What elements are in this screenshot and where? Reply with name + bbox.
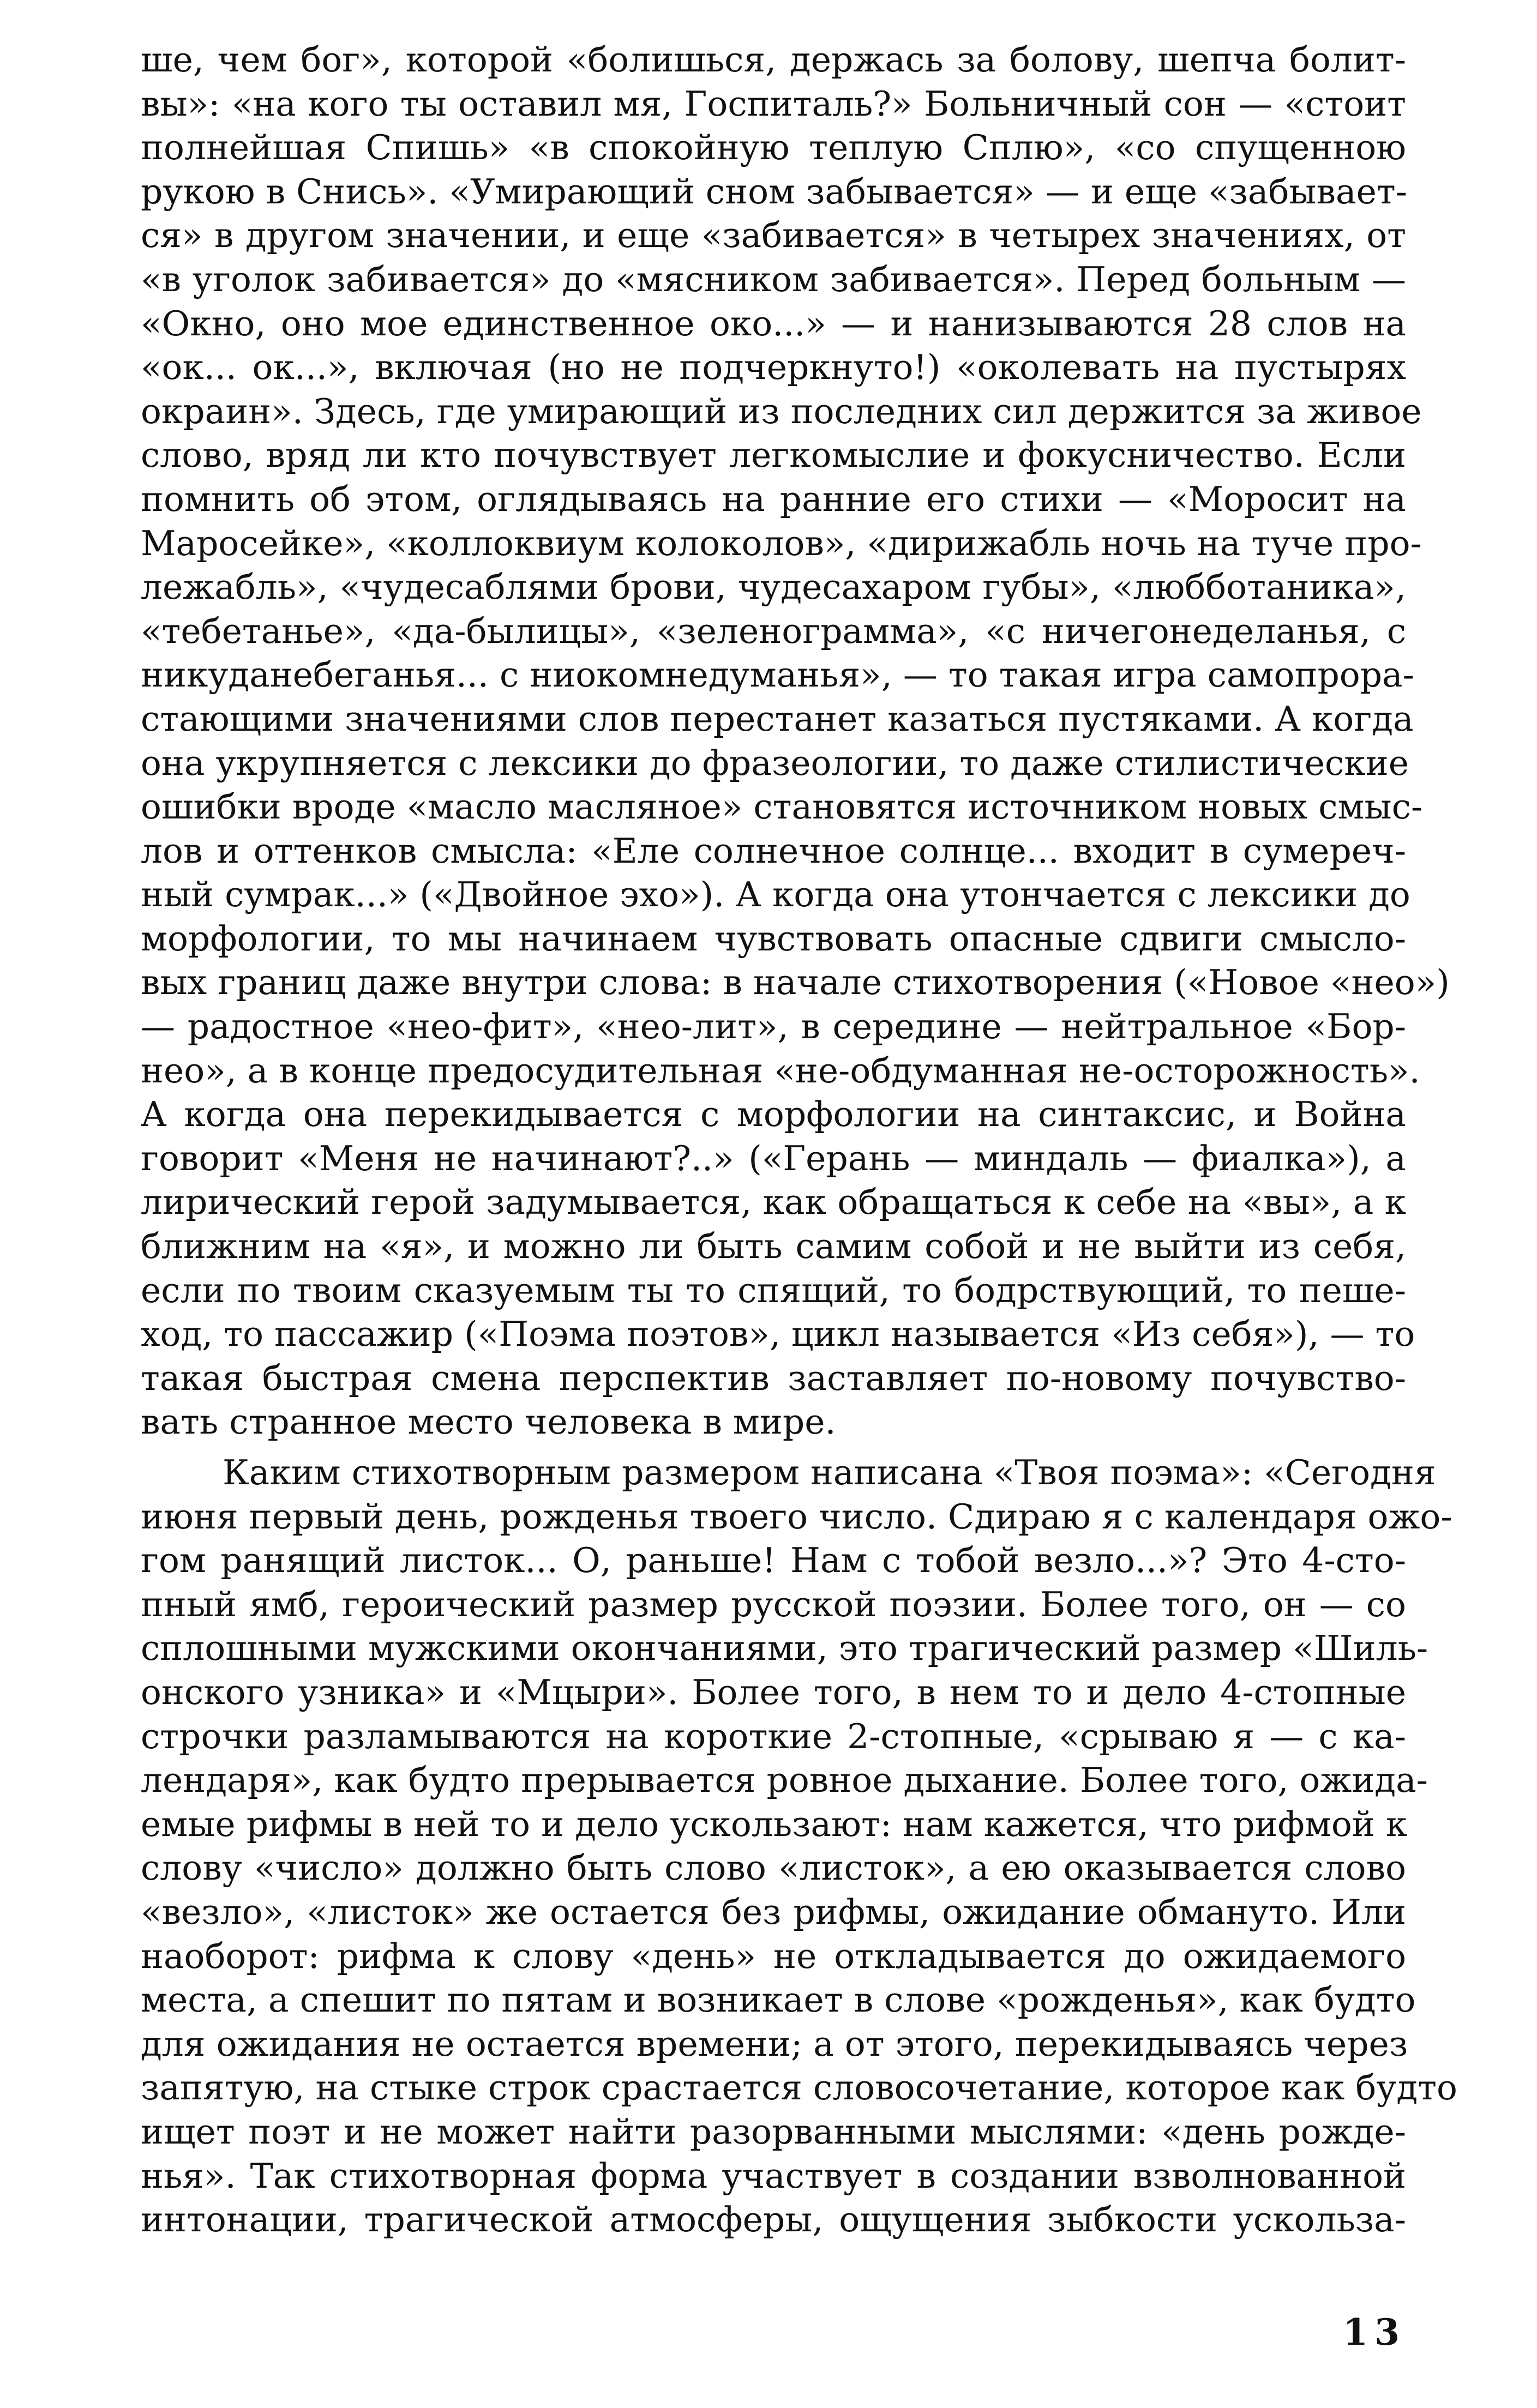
body-text	[141, 38, 1457, 2242]
text-line: пный ямб, героический размер русской поэзии. Более того, он — со	[141, 1584, 1406, 1624]
text-line: «ок... ок...», включая (но не подчеркнуто!) «околевать на пустырях	[141, 347, 1406, 388]
text-line: такая быстрая смена перспектив заставляет по-новому почувство-	[141, 1358, 1406, 1398]
text-line: ный сумрак...» («Двойное эхо»). А когда она утончается с лексики до	[141, 875, 1410, 915]
text-line: она укрупняется с лексики до фразеологии, то даже стилистические	[141, 743, 1409, 783]
text-line: ошибки вроде «масло масляное» становятся источником новых смыс-	[141, 787, 1423, 827]
page-number: 13	[1343, 2311, 1406, 2353]
text-line: морфологии, то мы начинаем чувствовать опасные сдвиги смысло-	[141, 918, 1406, 959]
text-line: говорит «Меня не начинают?..» («Герань — миндаль — фиалка»), а	[141, 1138, 1406, 1178]
text-line: слово, вряд ли кто почувствует легкомыслие и фокусничество. Если	[141, 435, 1406, 475]
text-line: лендаря», как будто прерывается ровное дыхание. Более того, ожида-	[141, 1760, 1428, 1801]
text-line: вы»: «на кого ты оставил мя, Госпиталь?» Больничный сон — «стоит	[141, 83, 1406, 124]
text-line: лежабль», «чудесаблями брови, чудесахаром губы», «любботаника»,	[141, 567, 1406, 607]
text-line: — радостное «нео-фит», «нео-лит», в середине — нейтральное «Бор-	[141, 1007, 1406, 1047]
text-line: лов и оттенков смысла: «Еле солнечное солнце... входит в сумереч-	[141, 830, 1406, 871]
text-line: никуданебеганья... с ниокомнедуманья», — то такая игра самопрора-	[141, 655, 1414, 695]
text-line: емые рифмы в ней то и дело ускользают: нам кажется, что рифмой к	[141, 1804, 1408, 1844]
text-line: сплошными мужскими окончаниями, это трагический размер «Шиль-	[141, 1628, 1428, 1669]
text-line: онского узника» и «Мцыри». Более того, в нем то и дело 4-стопные	[141, 1672, 1406, 1712]
text-line: июня первый день, рожденья твоего число. Сдираю я с календаря ожо-	[141, 1496, 1452, 1537]
text-line: лирический герой задумывается, как обращаться к себе на «вы», а к	[141, 1182, 1406, 1223]
text-line: «Окно, оно мое единственное око...» — и нанизываются 28 слов на	[141, 303, 1406, 344]
text-line: «везло», «листок» же остается без рифмы, ожидание обмануто. Или	[141, 1892, 1406, 1932]
text-line: вать странное место человека в мире.	[141, 1402, 836, 1442]
text-line: окраин». Здесь, где умирающий из последних сил держится за живое	[141, 391, 1422, 431]
text-line: ся» в другом значении, и еще «забивается» в четырех значениях, от	[141, 215, 1406, 256]
text-line: если по твоим сказуемым ты то спящий, то бодрствующий, то пеше-	[141, 1270, 1406, 1310]
text-line: рукою в Снись». «Умирающий сном забывается» — и еще «забывает-	[141, 171, 1407, 212]
text-line: для ожидания не остается времени; а от этого, перекидываясь через	[141, 2024, 1408, 2064]
text-line: Маросейке», «коллоквиум колоколов», «дирижабль ночь на туче про-	[141, 523, 1422, 563]
text-line: полнейшая Спишь» «в спокойную теплую Сплю», «со спущенною	[141, 128, 1406, 168]
text-line: «в уголок забивается» до «мясником забивается». Перед больным —	[141, 259, 1406, 299]
text-line: «тебетанье», «да-былицы», «зеленограмма», «с ничегонеделанья, с	[141, 611, 1406, 651]
paragraph-1	[141, 38, 1450, 1444]
text-line: нья». Так стихотворная форма участвует в создании взволнованной	[141, 2156, 1406, 2196]
text-line: помнить об этом, оглядываясь на ранние его стихи — «Моросит на	[141, 479, 1406, 519]
text-line: ше, чем бог», которой «болишься, держась за болову, шепча болит-	[141, 40, 1406, 80]
text-line: нео», а в конце предосудительная «не-обдуманная не-осторожность».	[141, 1050, 1420, 1091]
text-line: Каким стихотворным размером написана «Твоя поэма»: «Сегодня	[223, 1453, 1436, 1492]
text-line: слову «число» должно быть слово «листок», а ею оказывается слово	[141, 1848, 1406, 1888]
text-line: гом ранящий листок... О, раньше! Нам с тобой везло...»? Это 4-сто-	[141, 1540, 1406, 1581]
text-line: А когда она перекидывается с морфологии на синтаксис, и Война	[141, 1094, 1406, 1135]
text-line: ищет поэт и не может найти разорванными мыслями: «день рожде-	[141, 2111, 1406, 2152]
text-line: строчки разламываются на короткие 2-стопные, «срываю я — с ка-	[141, 1716, 1406, 1756]
text-line: вых границ даже внутри слова: в начале стихотворения («Новое «нео»)	[141, 962, 1450, 1003]
text-line: интонации, трагической атмосферы, ощущения зыбкости ускольза-	[141, 2200, 1406, 2240]
paragraph-2	[141, 1451, 1457, 2242]
text-line: места, а спешит по пятам и возникает в слове «рожденья», как будто	[141, 1980, 1416, 2020]
text-line: запятую, на стыке строк срастается словосочетание, которое как будто	[141, 2068, 1457, 2108]
text-line: ход, то пассажир («Поэма поэтов», цикл называется «Из себя»), — то	[141, 1314, 1415, 1354]
text-line: ближним на «я», и можно ли быть самим собой и не выйти из себя,	[141, 1226, 1406, 1267]
text-line: наоборот: рифма к слову «день» не откладывается до ожидаемого	[141, 1936, 1406, 1976]
text-line: стающими значениями слов перестанет казаться пустяками. А когда	[141, 699, 1414, 739]
